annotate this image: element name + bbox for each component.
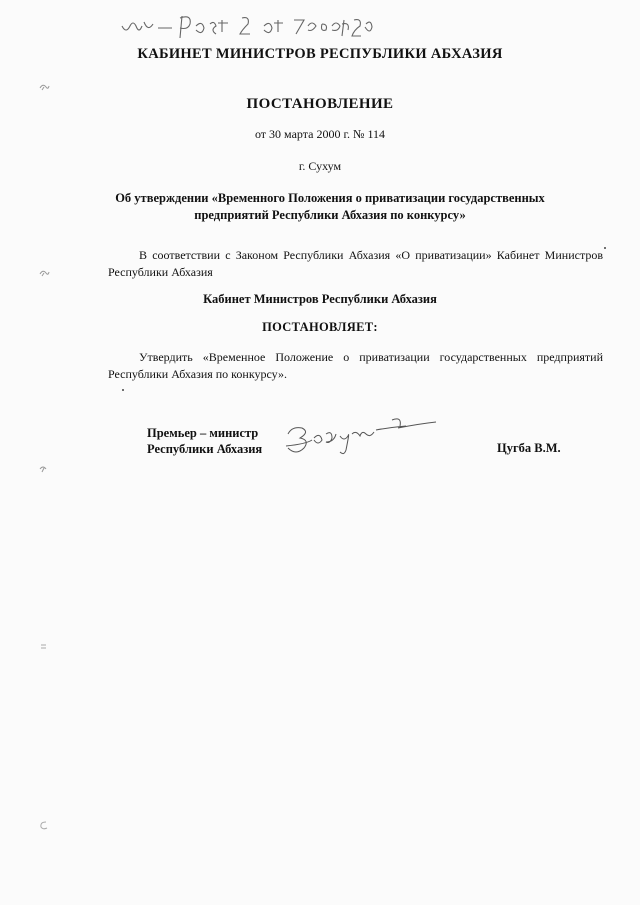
- document-type: ПОСТАНОВЛЕНИЕ: [246, 96, 394, 112]
- place-of-issue: г. Сухум: [298, 159, 342, 173]
- resolution-paragraph: [108, 349, 603, 383]
- handwritten-signature: [280, 412, 440, 464]
- resolution-text: Утвердить «Временное Положение о приватизации государственных предприятий Республики Абхазия по конкурсу».: [108, 350, 603, 381]
- preamble-text: В соответствии с Законом Республики Абхазия «О приватизации» Кабинет Министров Республики Абхазия: [108, 248, 603, 279]
- organization-title: КАБИНЕТ МИНИСТРОВ РЕСПУБЛИКИ АБХАЗИЯ: [137, 46, 503, 62]
- signatory-title-line1: Премьер – министр: [147, 426, 259, 440]
- preamble-paragraph: [108, 247, 603, 281]
- scan-speck: [604, 247, 606, 249]
- signatory-name: Цугба В.М.: [497, 441, 561, 455]
- issuer-line: Кабинет Министров Республики Абхазия: [203, 292, 437, 306]
- decree-word: ПОСТАНОВЛЯЕТ:: [262, 320, 378, 334]
- signatory-title-line2: Республики Абхазия: [147, 442, 263, 456]
- scan-speck: [122, 389, 124, 391]
- hole-punch-mark: [38, 641, 50, 651]
- signatory-title: [147, 425, 262, 457]
- hole-punch-mark: [38, 268, 50, 278]
- hole-punch-mark: [38, 820, 50, 830]
- date-and-number: от 30 марта 2000 г. № 114: [254, 127, 386, 141]
- hole-punch-mark: [38, 82, 50, 92]
- document-subject: Об утверждении «Временного Положения о приватизации государственных предприятий Республики Абхазия по конкурсу»: [115, 191, 545, 222]
- hole-punch-mark: [38, 464, 50, 474]
- handwritten-amendment-note: [118, 12, 378, 42]
